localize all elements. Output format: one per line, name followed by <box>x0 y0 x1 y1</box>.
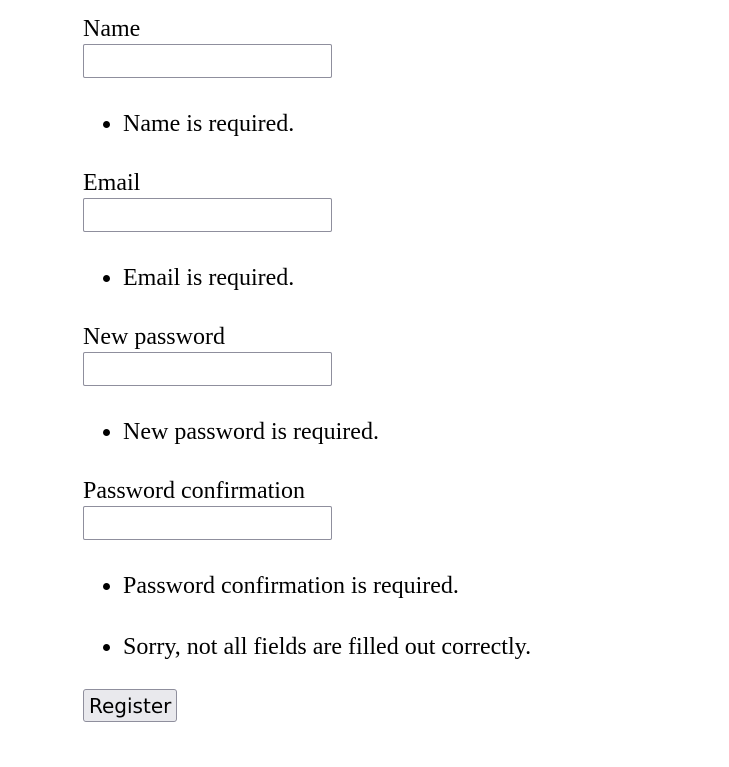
register-form <box>83 15 729 722</box>
new-password-errors <box>83 418 729 446</box>
name-label: Name <box>83 16 141 42</box>
email-label: Email <box>83 170 141 196</box>
password-confirmation-errors <box>83 572 729 661</box>
form-error-item: • Sorry, not all fields are filled out correctly. <box>123 633 729 661</box>
error-item: • New password is required. <box>123 418 729 446</box>
error-item: • Name is required. <box>123 110 729 138</box>
register-button[interactable]: Register <box>83 689 177 722</box>
error-item: • Password confirmation is required. <box>123 572 729 600</box>
name-errors <box>83 110 729 138</box>
name-input[interactable] <box>83 44 332 78</box>
email-input[interactable] <box>83 198 332 232</box>
new-password-label: New password <box>83 324 225 350</box>
new-password-input[interactable] <box>83 352 332 386</box>
email-errors <box>83 264 729 292</box>
error-item: • Email is required. <box>123 264 729 292</box>
password-confirmation-input[interactable] <box>83 506 332 540</box>
password-confirmation-label: Password confirmation <box>83 478 305 504</box>
